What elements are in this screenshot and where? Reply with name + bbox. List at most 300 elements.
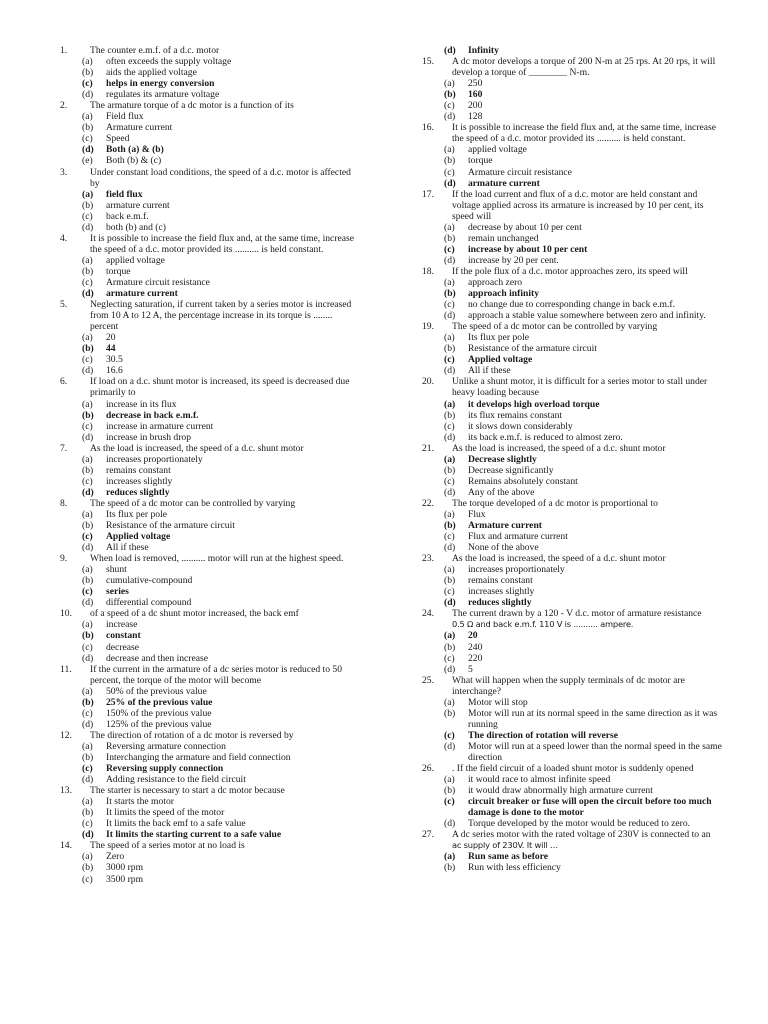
answer-option: [82, 630, 360, 641]
question-number: 6.: [60, 376, 68, 388]
option-text: aids the applied voltage: [106, 67, 197, 79]
answer-option: [444, 45, 722, 56]
option-list: [444, 399, 722, 443]
answer-option: [82, 851, 360, 862]
answer-option: [444, 785, 722, 796]
option-label: (c): [444, 420, 455, 432]
option-label: (b): [82, 199, 94, 211]
option-label: (c): [82, 707, 93, 719]
option-label: (a): [444, 630, 456, 642]
question-item: [422, 376, 722, 442]
answer-option: [82, 144, 360, 155]
question-text: A dc series motor with the rated voltage of 230V is connected to an: [452, 829, 711, 841]
option-label: (d): [82, 652, 94, 664]
answer-option: [82, 642, 360, 653]
option-list: [444, 332, 722, 376]
answer-option: [82, 67, 360, 78]
answer-option: [82, 520, 360, 531]
question-number: 20.: [422, 376, 434, 388]
option-text: applied voltage: [468, 144, 527, 156]
question-stem: [60, 664, 360, 686]
question-stem: [60, 233, 360, 255]
answer-option: [444, 487, 722, 498]
question-text: As the load is increased, the speed of a d.c. shunt motor: [452, 442, 666, 454]
option-text: Armature current: [106, 122, 173, 134]
option-list: [82, 399, 360, 443]
question-number: 23.: [422, 553, 434, 565]
option-text: It limits the speed of the motor: [106, 807, 225, 819]
option-text: no change due to corresponding change in back e.m.f.: [468, 299, 675, 311]
option-label: (a): [82, 56, 93, 68]
option-text: Field flux: [106, 111, 144, 123]
option-label: (c): [82, 354, 93, 366]
option-label: (a): [82, 508, 93, 520]
option-text: remains constant: [106, 464, 171, 476]
option-label: (d): [444, 111, 456, 123]
answer-option: [82, 56, 360, 67]
answer-option: [444, 708, 722, 730]
option-label: (c): [82, 133, 93, 145]
answer-option: [444, 277, 722, 288]
answer-option: [444, 233, 722, 244]
option-text: increases proportionately: [106, 453, 203, 465]
option-text: armature current: [106, 288, 178, 300]
question-stem: [422, 56, 722, 78]
option-text: All if these: [468, 365, 511, 377]
question-text: If the pole flux of a d.c. motor approaches zero, its speed will: [452, 265, 688, 277]
option-text: Reversing armature connection: [106, 740, 226, 752]
option-label: (c): [82, 818, 93, 830]
question-text: Neglecting saturation, if current taken by a series motor is increased from 10 A to 12 A, the percentage increase in its torque is ........ percent: [90, 299, 352, 333]
option-label: (d): [82, 221, 94, 233]
option-text: Decrease significantly: [468, 464, 554, 476]
answer-option: [82, 874, 360, 885]
option-label: (a): [82, 398, 93, 410]
option-text: 25% of the previous value: [106, 696, 213, 708]
answer-option: [444, 862, 722, 873]
option-text: Resistance of the armature circuit: [106, 520, 235, 532]
question-stem: [60, 376, 360, 398]
option-label: (c): [444, 796, 455, 808]
option-label: (c): [444, 243, 455, 255]
answer-option: [444, 244, 722, 255]
option-text: applied voltage: [106, 254, 165, 266]
option-label: (a): [444, 398, 456, 410]
option-label: (b): [444, 343, 456, 355]
option-label: (a): [444, 564, 455, 576]
option-text: 128: [468, 111, 483, 123]
option-label: (c): [444, 166, 455, 178]
option-label: (c): [82, 276, 93, 288]
option-label: (c): [82, 475, 93, 487]
option-label: (a): [82, 740, 93, 752]
option-text: Torque developed by the motor would be reduced to zero.: [468, 818, 691, 830]
option-label: (c): [444, 586, 455, 598]
answer-option: [444, 421, 722, 432]
option-list: [444, 144, 722, 188]
option-list: [82, 851, 360, 884]
answer-option: [444, 597, 722, 608]
option-text: The direction of rotation will reverse: [468, 729, 619, 741]
answer-option: [444, 730, 722, 741]
option-text: increase in armature current: [106, 420, 214, 432]
answer-option: [444, 664, 722, 675]
option-label: (b): [444, 862, 456, 874]
option-list: [82, 56, 360, 100]
option-label: (d): [444, 431, 456, 443]
option-list-continued: [444, 45, 722, 56]
answer-option: [82, 288, 360, 299]
question-number: 3.: [60, 166, 68, 178]
option-label: (d): [82, 431, 94, 443]
question-stem: [422, 443, 722, 454]
option-text: Remains absolutely constant: [468, 475, 578, 487]
answer-option: [444, 100, 722, 111]
question-stem: [422, 376, 722, 398]
option-label: (c): [82, 210, 93, 222]
answer-option: [82, 200, 360, 211]
answer-option: [82, 697, 360, 708]
question-number: 2.: [60, 100, 68, 112]
option-list: [444, 774, 722, 829]
question-text: As the load is increased, the speed of a d.c. shunt motor: [90, 442, 304, 454]
question-number: 17.: [422, 188, 434, 200]
answer-option: [444, 354, 722, 365]
answer-option: [82, 763, 360, 774]
option-text: both (b) and (c): [106, 221, 166, 233]
option-text: often exceeds the supply voltage: [106, 56, 232, 68]
option-text: decrease: [106, 641, 140, 653]
option-list: [444, 851, 722, 873]
question-number: 27.: [422, 829, 434, 841]
option-label: (b): [444, 707, 456, 719]
answer-option: [82, 155, 360, 166]
answer-option: [444, 509, 722, 520]
option-label: (a): [82, 685, 93, 697]
option-label: (a): [444, 78, 455, 90]
question-text: It is possible to increase the field flux and, at the same time, increase the speed of a d.c. motor provided its .......... is held constant.: [452, 122, 717, 145]
option-list: [82, 741, 360, 785]
option-list: [82, 796, 360, 840]
question-number: 5.: [60, 299, 68, 311]
question-item: [60, 730, 360, 785]
question-text: The torque developed of a dc motor is proportional to: [452, 497, 658, 509]
option-list: [82, 111, 360, 166]
answer-option: [82, 354, 360, 365]
answer-option: [444, 299, 722, 310]
option-text: it would race to almost infinite speed: [468, 774, 611, 786]
option-text: it would draw abnormally high armature current: [468, 785, 653, 797]
option-text: increase by 20 per cent.: [468, 254, 559, 266]
option-text: Both (b) & (c): [106, 155, 162, 167]
question-number: 19.: [422, 321, 434, 333]
option-list: [82, 332, 360, 376]
option-text: remains constant: [468, 575, 533, 587]
answer-option: [444, 575, 722, 586]
answer-option: [444, 520, 722, 531]
option-label: (a): [444, 696, 455, 708]
answer-option: [82, 653, 360, 664]
option-label: (a): [444, 851, 456, 863]
answer-option: [82, 586, 360, 597]
option-text: 20: [468, 630, 478, 642]
question-number: 15.: [422, 56, 434, 68]
option-label: (b): [82, 575, 94, 587]
option-text: 50% of the previous value: [106, 685, 207, 697]
answer-option: [82, 410, 360, 421]
option-label: (a): [82, 453, 93, 465]
option-label: (c): [444, 354, 455, 366]
question-number: 21.: [422, 442, 434, 454]
option-label: (b): [444, 520, 456, 532]
question-item: [422, 266, 722, 321]
option-text: decrease by about 10 per cent: [468, 221, 582, 233]
option-text: Applied voltage: [106, 531, 171, 543]
answer-option: [444, 432, 722, 443]
question-stem: [422, 763, 722, 774]
option-text: Motor will run at a speed lower than the normal speed in the same direction: [468, 740, 722, 763]
option-label: (b): [444, 409, 456, 421]
option-text: Speed: [106, 133, 130, 145]
answer-option: [82, 509, 360, 520]
question-stem: [60, 498, 360, 509]
option-text: All if these: [106, 542, 149, 554]
answer-option: [82, 575, 360, 586]
question-stem: [60, 443, 360, 454]
answer-option: [444, 542, 722, 553]
question-item: [422, 763, 722, 829]
question-number: 13.: [60, 785, 72, 797]
question-stem: [422, 266, 722, 277]
option-label: (a): [82, 111, 93, 123]
option-text: 20: [106, 332, 116, 344]
question-stem: [422, 675, 722, 697]
option-label: (a): [82, 796, 93, 808]
question-stem: [422, 321, 722, 332]
option-text: approach zero: [468, 276, 523, 288]
answer-option: [82, 597, 360, 608]
question-number: 24.: [422, 608, 434, 620]
question-number: 11.: [60, 663, 72, 675]
question-number: 7.: [60, 442, 68, 454]
question-text-continued: ac supply of 230V. It will …: [452, 840, 558, 851]
option-text: 160: [468, 89, 483, 101]
answer-option: [444, 167, 722, 178]
answer-option: [82, 829, 360, 840]
option-label: (e): [82, 155, 93, 167]
option-text: approach infinity: [468, 288, 539, 300]
question-stem: [60, 608, 360, 619]
option-text: 220: [468, 652, 483, 664]
answer-option: [82, 719, 360, 730]
option-label: (c): [82, 641, 93, 653]
answer-option: [444, 410, 722, 421]
option-text: Armature current: [468, 520, 542, 532]
question-text-continued: 0.5 Ω and back e.m.f. 110 V is .......... ampere.: [452, 619, 634, 630]
option-label: (c): [444, 299, 455, 311]
option-list: [82, 255, 360, 299]
answer-option: [82, 133, 360, 144]
option-text: 250: [468, 78, 483, 90]
option-text: 3000 rpm: [106, 862, 144, 874]
answer-option: [444, 155, 722, 166]
answer-option: [444, 332, 722, 343]
option-text: Decrease slightly: [468, 453, 537, 465]
option-label: (a): [82, 619, 93, 631]
answer-option: [82, 465, 360, 476]
option-list: [82, 189, 360, 233]
option-text: regulates its armature voltage: [106, 89, 220, 101]
answer-option: [444, 774, 722, 785]
option-label: (b): [82, 862, 94, 874]
answer-option: [444, 630, 722, 641]
option-list: [444, 630, 722, 674]
option-text: Any of the above: [468, 486, 535, 498]
option-list: [444, 222, 722, 266]
question-number: 16.: [422, 122, 434, 134]
option-label: (d): [82, 365, 94, 377]
question-stem: [60, 730, 360, 741]
question-item: [422, 56, 722, 122]
answer-option: [444, 454, 722, 465]
option-label: (c): [82, 78, 93, 90]
question-number: 10.: [60, 608, 72, 620]
question-stem: [422, 608, 722, 630]
question-stem: [422, 189, 722, 222]
question-item: [60, 443, 360, 498]
question-item: [422, 122, 722, 188]
question-item: [422, 608, 722, 674]
option-text: decrease in back e.m.f.: [106, 409, 199, 421]
option-text: increases proportionately: [468, 564, 565, 576]
option-list: [82, 686, 360, 730]
answer-option: [82, 432, 360, 443]
answer-option: [82, 818, 360, 829]
option-label: (b): [444, 641, 456, 653]
question-item: [60, 664, 360, 730]
option-text: 150% of the previous value: [106, 707, 212, 719]
option-label: (a): [82, 254, 93, 266]
answer-option: [82, 78, 360, 89]
option-label: (b): [82, 752, 94, 763]
question-item: [60, 498, 360, 553]
option-text: Motor will run at its normal speed in the same direction as it was running: [468, 707, 718, 730]
answer-option: [82, 741, 360, 752]
question-text: The starter is necessary to start a dc motor because: [90, 785, 285, 797]
option-label: (c): [82, 873, 93, 885]
question-text: It is possible to increase the field flux and, at the same time, increase the speed of a d.c. motor provided its .......... is held constant.: [90, 232, 355, 255]
option-text: reduces slightly: [106, 486, 170, 498]
question-item: [60, 608, 360, 663]
answer-option: [82, 421, 360, 432]
option-label: (a): [82, 188, 94, 200]
option-label: (d): [444, 486, 456, 498]
option-text: increases slightly: [468, 586, 535, 598]
question-item: [422, 675, 722, 763]
option-label: (c): [444, 475, 455, 487]
option-label: (d): [444, 818, 456, 830]
option-text: Zero: [106, 851, 125, 863]
question-item: [60, 553, 360, 608]
question-stem: [60, 299, 360, 332]
option-label: (a): [82, 564, 93, 576]
option-label: (d): [444, 740, 456, 752]
question-text: As the load is increased, the speed of a d.c. shunt motor: [452, 553, 666, 565]
answer-option: [82, 365, 360, 376]
question-text: If the load current and flux of a d.c. motor are held constant and voltage applied across its armature is increased by 10 per cent, its speed will: [452, 188, 704, 222]
question-item: [60, 299, 360, 376]
answer-option: [82, 399, 360, 410]
question-stem: [60, 840, 360, 851]
option-text: Applied voltage: [468, 354, 533, 366]
option-list: [82, 454, 360, 498]
option-label: (d): [444, 310, 456, 322]
option-list: [444, 509, 722, 553]
answer-option: [444, 697, 722, 708]
option-label: (b): [82, 464, 94, 476]
answer-option: [444, 255, 722, 266]
option-text: 3500 rpm: [106, 873, 144, 885]
answer-option: [82, 531, 360, 542]
answer-option: [444, 78, 722, 89]
question-text: The speed of a dc motor can be controlled by varying: [90, 497, 296, 509]
answer-option: [444, 818, 722, 829]
question-text: The armature torque of a dc motor is a function of its: [90, 100, 294, 112]
answer-option: [444, 89, 722, 100]
option-label: (a): [444, 221, 455, 233]
answer-option: [444, 642, 722, 653]
option-label: (b): [82, 67, 94, 79]
option-label: (c): [444, 100, 455, 112]
answer-option: [444, 851, 722, 862]
left-column: [60, 45, 360, 885]
option-text: Flux and armature current: [468, 531, 568, 543]
option-label: (b): [444, 575, 456, 587]
option-label: (b): [82, 696, 94, 708]
option-label: (d): [444, 542, 456, 554]
question-number: 1.: [60, 45, 68, 56]
option-text: it develops high overload torque: [468, 398, 600, 410]
option-text: constant: [106, 630, 141, 642]
option-text: differential compound: [106, 597, 192, 609]
option-label: (d): [82, 89, 94, 101]
option-text: Run with less efficiency: [468, 862, 561, 874]
question-stem: [60, 100, 360, 111]
option-text: its flux remains constant: [468, 409, 563, 421]
question-stem: [422, 553, 722, 564]
option-label: (d): [444, 177, 456, 189]
answer-option: [82, 752, 360, 763]
option-text: Reversing supply connection: [106, 763, 224, 775]
answer-option: [82, 487, 360, 498]
question-number: 14.: [60, 840, 72, 852]
option-text: Armature circuit resistance: [106, 276, 210, 288]
option-label: (d): [82, 597, 94, 609]
option-label: (a): [444, 453, 456, 465]
option-label: (d): [82, 774, 94, 786]
option-label: (d): [444, 597, 456, 609]
option-label: (b): [82, 265, 94, 277]
answer-option: [444, 796, 722, 818]
option-label: (b): [444, 155, 456, 167]
option-label: (c): [444, 729, 455, 741]
answer-option: [444, 564, 722, 575]
answer-option: [82, 454, 360, 465]
option-label: (b): [444, 89, 456, 101]
option-text: 240: [468, 641, 483, 653]
option-list: [444, 454, 722, 498]
question-item: [422, 443, 722, 498]
